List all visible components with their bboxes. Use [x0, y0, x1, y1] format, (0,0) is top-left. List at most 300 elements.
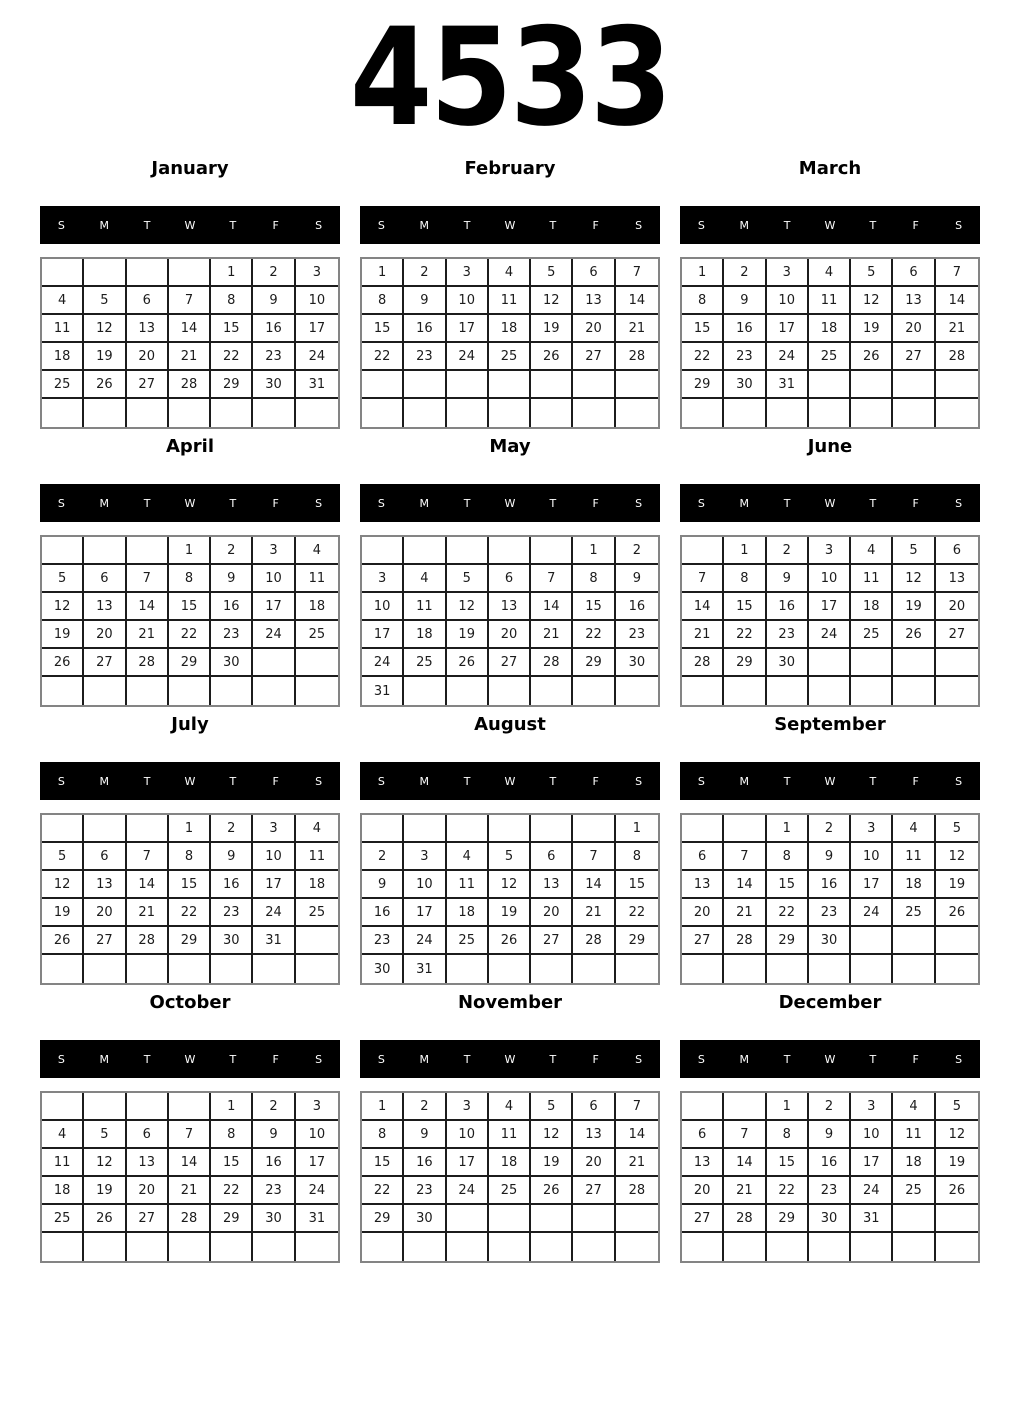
day-cell-empty — [682, 955, 724, 983]
day-cell: 13 — [573, 287, 615, 315]
weekday-header — [680, 484, 980, 522]
weekday-letter: M — [739, 1052, 750, 1066]
weekday-letter: M — [419, 496, 430, 510]
day-cell: 14 — [724, 871, 766, 899]
day-cell-empty — [253, 1233, 295, 1261]
day-cell: 5 — [851, 259, 893, 287]
day-cell: 21 — [724, 1177, 766, 1205]
day-cell-empty — [127, 399, 169, 427]
day-cell: 20 — [84, 899, 126, 927]
day-cell: 19 — [84, 343, 126, 371]
day-cell: 2 — [767, 537, 809, 565]
day-cell: 13 — [84, 593, 126, 621]
day-cell: 21 — [682, 621, 724, 649]
weekday-letter: S — [955, 496, 963, 510]
day-cell: 22 — [573, 621, 615, 649]
day-cell: 16 — [211, 593, 253, 621]
day-cell: 19 — [936, 871, 978, 899]
day-cell: 23 — [767, 621, 809, 649]
day-cell: 6 — [893, 259, 935, 287]
day-cell: 30 — [404, 1205, 446, 1233]
day-cell-empty — [211, 677, 253, 705]
day-cell-empty — [296, 927, 338, 955]
day-cell: 5 — [84, 287, 126, 315]
weekday-letter: S — [57, 496, 65, 510]
day-cell-empty — [169, 677, 211, 705]
day-cell: 17 — [253, 871, 295, 899]
month-title: April — [165, 436, 215, 457]
day-cell: 5 — [936, 815, 978, 843]
day-cell: 30 — [253, 371, 295, 399]
weekday-letter: T — [143, 496, 151, 510]
day-cell: 10 — [296, 1121, 338, 1149]
day-cell: 1 — [616, 815, 658, 843]
day-cell: 4 — [42, 1121, 84, 1149]
day-cell: 6 — [127, 1121, 169, 1149]
day-cell: 25 — [893, 899, 935, 927]
day-cell: 17 — [851, 1149, 893, 1177]
day-cell: 14 — [127, 593, 169, 621]
weekday-header — [40, 206, 340, 244]
weekday-letter: T — [463, 774, 471, 788]
day-cell-empty — [127, 815, 169, 843]
weekday-letter: S — [635, 1052, 643, 1066]
day-cell: 28 — [169, 1205, 211, 1233]
day-cell: 27 — [573, 1177, 615, 1205]
day-cell: 22 — [362, 343, 404, 371]
day-cell-empty — [447, 1233, 489, 1261]
month-block — [680, 711, 980, 989]
day-cell: 10 — [404, 871, 446, 899]
day-cell: 4 — [809, 259, 851, 287]
day-cell: 11 — [893, 843, 935, 871]
day-cell: 2 — [724, 259, 766, 287]
weekday-letter: S — [635, 774, 643, 788]
day-cell: 23 — [809, 899, 851, 927]
day-cell-empty — [296, 677, 338, 705]
day-cell: 5 — [42, 565, 84, 593]
weekday-letter: S — [315, 1052, 323, 1066]
weekday-letter: F — [592, 218, 599, 232]
year-title-text: 4533 — [349, 0, 671, 156]
day-cell: 17 — [404, 899, 446, 927]
day-cell: 27 — [489, 649, 531, 677]
day-cell: 20 — [573, 315, 615, 343]
day-cell: 13 — [127, 315, 169, 343]
day-cell: 26 — [936, 1177, 978, 1205]
day-cell: 21 — [616, 1149, 658, 1177]
day-cell: 17 — [447, 1149, 489, 1177]
weekday-letter: T — [549, 774, 557, 788]
day-cell: 1 — [682, 259, 724, 287]
day-cell: 19 — [84, 1177, 126, 1205]
day-cell: 21 — [169, 1177, 211, 1205]
day-cell: 7 — [169, 287, 211, 315]
day-cell: 29 — [211, 1205, 253, 1233]
day-cell: 28 — [531, 649, 573, 677]
day-cell-empty — [573, 677, 615, 705]
day-cell: 11 — [42, 1149, 84, 1177]
weekday-letter: W — [184, 1052, 196, 1066]
day-cell-empty — [851, 649, 893, 677]
day-cell: 2 — [809, 815, 851, 843]
day-cell-empty — [489, 677, 531, 705]
day-cell: 14 — [616, 287, 658, 315]
day-cell-empty — [724, 677, 766, 705]
day-cell: 15 — [169, 593, 211, 621]
day-cell: 1 — [362, 1093, 404, 1121]
day-cell: 12 — [936, 1121, 978, 1149]
day-cell: 21 — [127, 899, 169, 927]
day-cell: 8 — [616, 843, 658, 871]
day-cell: 9 — [253, 1121, 295, 1149]
day-cell-empty — [682, 677, 724, 705]
day-cell: 9 — [253, 287, 295, 315]
month-title: August — [474, 714, 546, 735]
day-cell: 7 — [936, 259, 978, 287]
day-cell: 29 — [616, 927, 658, 955]
day-cell: 23 — [404, 1177, 446, 1205]
day-cell: 3 — [296, 259, 338, 287]
weekday-letter: W — [824, 1052, 836, 1066]
day-cell: 11 — [893, 1121, 935, 1149]
day-cell-empty — [169, 1093, 211, 1121]
weekday-letter: F — [272, 1052, 279, 1066]
day-cell-empty — [489, 1233, 531, 1261]
day-cell: 16 — [253, 1149, 295, 1177]
day-cell: 25 — [893, 1177, 935, 1205]
day-cell: 9 — [809, 843, 851, 871]
day-cell-empty — [767, 1233, 809, 1261]
day-cell: 19 — [893, 593, 935, 621]
weekday-header — [680, 762, 980, 800]
day-cell: 15 — [682, 315, 724, 343]
day-cell: 8 — [767, 1121, 809, 1149]
day-cell: 9 — [767, 565, 809, 593]
day-cell-empty — [893, 1233, 935, 1261]
day-cell: 18 — [851, 593, 893, 621]
month-title: July — [171, 714, 209, 735]
day-cell: 12 — [84, 315, 126, 343]
day-grid — [360, 813, 660, 985]
day-cell: 11 — [296, 565, 338, 593]
day-cell-empty — [936, 1205, 978, 1233]
day-cell: 24 — [404, 927, 446, 955]
day-cell: 20 — [682, 1177, 724, 1205]
day-cell-empty — [936, 371, 978, 399]
day-cell: 29 — [767, 927, 809, 955]
day-cell: 5 — [531, 1093, 573, 1121]
day-cell-empty — [42, 399, 84, 427]
day-cell-empty — [404, 677, 446, 705]
weekday-letter: S — [697, 774, 705, 788]
day-cell-empty — [296, 399, 338, 427]
weekday-letter: T — [783, 1052, 791, 1066]
day-cell: 6 — [573, 259, 615, 287]
day-cell: 13 — [84, 871, 126, 899]
day-cell: 22 — [211, 1177, 253, 1205]
day-cell: 15 — [767, 871, 809, 899]
day-cell-empty — [767, 399, 809, 427]
day-cell-empty — [809, 371, 851, 399]
day-cell: 6 — [84, 565, 126, 593]
day-cell: 23 — [362, 927, 404, 955]
day-cell: 7 — [724, 1121, 766, 1149]
day-cell: 13 — [489, 593, 531, 621]
day-cell: 24 — [809, 621, 851, 649]
day-cell: 7 — [573, 843, 615, 871]
day-cell: 25 — [489, 1177, 531, 1205]
day-cell: 21 — [127, 621, 169, 649]
day-cell-empty — [489, 371, 531, 399]
day-cell: 11 — [489, 287, 531, 315]
day-cell-empty — [936, 1233, 978, 1261]
day-cell: 20 — [682, 899, 724, 927]
day-grid — [40, 257, 340, 429]
day-cell-empty — [362, 815, 404, 843]
day-cell-empty — [362, 1233, 404, 1261]
day-cell: 24 — [296, 1177, 338, 1205]
weekday-letter: M — [739, 774, 750, 788]
weekday-letter: F — [912, 496, 919, 510]
day-cell: 5 — [447, 565, 489, 593]
weekday-letter: T — [229, 1052, 237, 1066]
weekday-letter: M — [419, 218, 430, 232]
weekday-letter: W — [824, 774, 836, 788]
day-cell: 8 — [362, 1121, 404, 1149]
day-cell: 10 — [253, 565, 295, 593]
day-cell: 28 — [616, 1177, 658, 1205]
weekday-letter: M — [99, 774, 110, 788]
day-cell-empty — [42, 1093, 84, 1121]
weekday-letter: S — [377, 774, 385, 788]
day-cell: 30 — [809, 1205, 851, 1233]
day-cell: 18 — [447, 899, 489, 927]
day-cell-empty — [489, 399, 531, 427]
day-cell: 4 — [296, 537, 338, 565]
day-cell: 31 — [296, 1205, 338, 1233]
day-cell-empty — [809, 399, 851, 427]
weekday-letter: M — [739, 218, 750, 232]
day-cell: 29 — [169, 927, 211, 955]
day-cell: 5 — [531, 259, 573, 287]
day-cell: 7 — [616, 1093, 658, 1121]
day-cell: 7 — [682, 565, 724, 593]
weekday-letter: W — [824, 218, 836, 232]
day-cell: 9 — [211, 565, 253, 593]
day-cell: 10 — [362, 593, 404, 621]
day-cell: 11 — [42, 315, 84, 343]
weekday-header — [40, 484, 340, 522]
weekday-letter: T — [229, 218, 237, 232]
weekday-letter: S — [57, 218, 65, 232]
day-cell: 7 — [616, 259, 658, 287]
weekday-letter: T — [869, 1052, 877, 1066]
day-cell: 25 — [447, 927, 489, 955]
day-cell: 15 — [616, 871, 658, 899]
day-cell: 28 — [573, 927, 615, 955]
day-cell: 27 — [936, 621, 978, 649]
day-cell: 17 — [296, 1149, 338, 1177]
weekday-letter: T — [783, 774, 791, 788]
day-cell-empty — [253, 399, 295, 427]
weekday-letter: S — [635, 218, 643, 232]
day-cell: 12 — [893, 565, 935, 593]
day-cell-empty — [616, 1205, 658, 1233]
day-cell-empty — [936, 955, 978, 983]
day-cell: 6 — [682, 1121, 724, 1149]
day-cell-empty — [169, 955, 211, 983]
day-cell-empty — [809, 677, 851, 705]
weekday-letter: M — [99, 1052, 110, 1066]
day-cell-empty — [936, 927, 978, 955]
day-cell: 10 — [447, 287, 489, 315]
day-cell: 18 — [489, 315, 531, 343]
day-cell-empty — [724, 1093, 766, 1121]
day-cell: 28 — [724, 1205, 766, 1233]
day-cell-empty — [809, 649, 851, 677]
day-cell: 23 — [616, 621, 658, 649]
day-cell-empty — [211, 1233, 253, 1261]
month-title: November — [457, 992, 563, 1013]
weekday-letter: S — [315, 218, 323, 232]
weekday-letter: F — [272, 774, 279, 788]
weekday-header — [360, 206, 660, 244]
day-cell: 8 — [169, 565, 211, 593]
day-cell-empty — [447, 677, 489, 705]
day-cell-empty — [127, 537, 169, 565]
month-title: December — [778, 992, 882, 1013]
day-cell: 25 — [404, 649, 446, 677]
day-cell: 22 — [682, 343, 724, 371]
day-cell-empty — [851, 1233, 893, 1261]
day-cell: 16 — [724, 315, 766, 343]
day-cell: 21 — [573, 899, 615, 927]
day-cell: 26 — [531, 1177, 573, 1205]
day-cell: 8 — [211, 287, 253, 315]
day-cell: 8 — [682, 287, 724, 315]
day-cell: 16 — [616, 593, 658, 621]
day-cell-empty — [851, 677, 893, 705]
weekday-header — [360, 762, 660, 800]
weekday-letter: W — [504, 496, 516, 510]
day-cell: 2 — [616, 537, 658, 565]
weekday-letter: S — [315, 496, 323, 510]
day-cell: 23 — [211, 621, 253, 649]
day-cell: 3 — [447, 259, 489, 287]
day-cell: 2 — [362, 843, 404, 871]
weekday-letter: S — [377, 1052, 385, 1066]
day-cell: 18 — [893, 1149, 935, 1177]
weekday-letter: T — [549, 1052, 557, 1066]
day-cell: 3 — [447, 1093, 489, 1121]
month-title: September — [774, 714, 886, 735]
day-grid — [680, 1091, 980, 1263]
day-cell: 26 — [851, 343, 893, 371]
day-cell-empty — [616, 1233, 658, 1261]
month-block — [40, 989, 340, 1267]
day-cell: 25 — [296, 899, 338, 927]
day-grid — [360, 535, 660, 707]
day-cell: 2 — [809, 1093, 851, 1121]
weekday-letter: S — [377, 218, 385, 232]
day-cell: 15 — [362, 315, 404, 343]
weekday-letter: T — [549, 496, 557, 510]
day-cell-empty — [573, 399, 615, 427]
weekday-letter: F — [912, 218, 919, 232]
day-cell: 1 — [767, 815, 809, 843]
day-cell: 23 — [724, 343, 766, 371]
day-cell-empty — [296, 649, 338, 677]
day-cell-empty — [84, 399, 126, 427]
day-cell-empty — [851, 927, 893, 955]
day-cell: 20 — [573, 1149, 615, 1177]
day-cell-empty — [362, 537, 404, 565]
day-cell: 3 — [851, 1093, 893, 1121]
day-cell: 21 — [616, 315, 658, 343]
day-cell: 23 — [253, 1177, 295, 1205]
day-cell: 22 — [767, 899, 809, 927]
day-cell: 15 — [211, 315, 253, 343]
day-cell-empty — [767, 955, 809, 983]
month-block — [40, 155, 340, 433]
day-cell: 25 — [42, 1205, 84, 1233]
weekday-letter: S — [697, 496, 705, 510]
day-cell-empty — [489, 1205, 531, 1233]
day-cell: 14 — [531, 593, 573, 621]
day-cell: 3 — [296, 1093, 338, 1121]
day-cell: 27 — [127, 1205, 169, 1233]
day-cell: 30 — [767, 649, 809, 677]
day-cell-empty — [84, 259, 126, 287]
day-cell: 27 — [84, 649, 126, 677]
day-cell: 11 — [404, 593, 446, 621]
weekday-letter: F — [912, 1052, 919, 1066]
weekday-letter: S — [315, 774, 323, 788]
day-cell: 20 — [893, 315, 935, 343]
day-cell-empty — [936, 399, 978, 427]
day-cell: 31 — [767, 371, 809, 399]
day-cell: 18 — [893, 871, 935, 899]
day-cell: 15 — [362, 1149, 404, 1177]
day-cell: 11 — [489, 1121, 531, 1149]
weekday-letter: S — [955, 1052, 963, 1066]
day-cell: 16 — [404, 1149, 446, 1177]
day-cell: 15 — [169, 871, 211, 899]
day-cell: 8 — [169, 843, 211, 871]
weekday-letter: T — [869, 218, 877, 232]
day-grid — [680, 257, 980, 429]
day-cell: 26 — [84, 371, 126, 399]
day-cell: 16 — [809, 871, 851, 899]
day-cell: 16 — [404, 315, 446, 343]
day-cell: 26 — [936, 899, 978, 927]
weekday-header — [40, 1040, 340, 1078]
day-cell-empty — [767, 677, 809, 705]
day-cell: 19 — [447, 621, 489, 649]
day-cell: 24 — [447, 343, 489, 371]
weekday-letter: W — [824, 496, 836, 510]
day-cell-empty — [404, 815, 446, 843]
day-cell: 17 — [253, 593, 295, 621]
day-cell: 16 — [253, 315, 295, 343]
day-cell-empty — [573, 815, 615, 843]
month-block — [40, 433, 340, 711]
month-title: May — [489, 436, 531, 457]
day-cell: 6 — [573, 1093, 615, 1121]
day-cell: 19 — [42, 899, 84, 927]
day-cell: 21 — [169, 343, 211, 371]
